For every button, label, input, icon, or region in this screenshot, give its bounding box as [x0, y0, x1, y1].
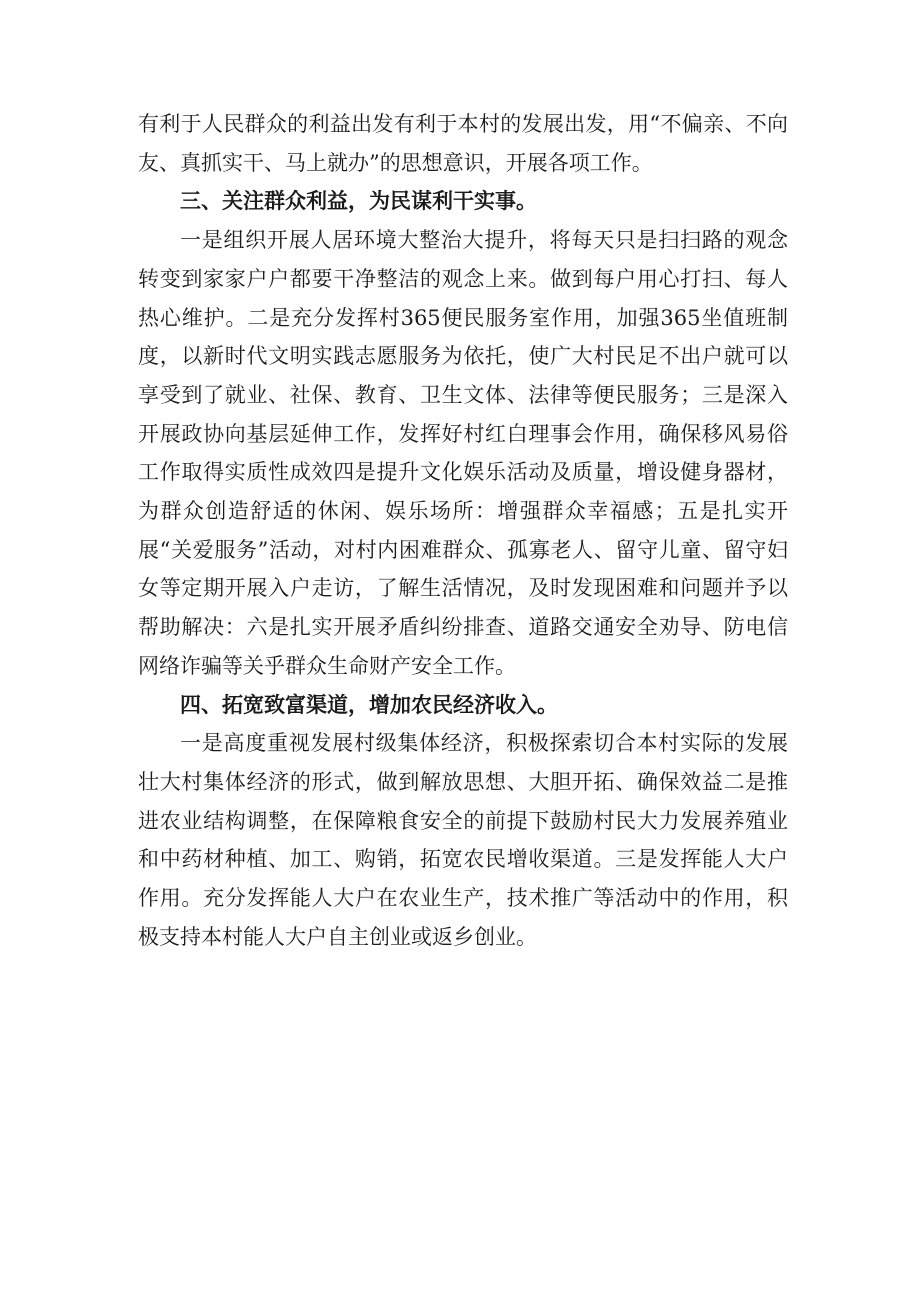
section-body-4: 一是高度重视发展村级集体经济，积极探索切合本村实际的发展壮大村集体经济的形式，做到解放思想、大胆开拓、确保效益二是推进农业结构调整，在保障粮食安全的前提下鼓励村民大力发展养殖业和中药材种植、加工、购销，拓宽农民增收渠道。三是发挥能人大户作用。充分发挥能人大户在农业生产，技术推广等活动中的作用，积极支持本村能人大户自主创业或返乡创业。	[138, 731, 788, 949]
section-body-3: 一是组织开展人居环境大整治大提升，将每天只是扫扫路的观念转变到家家户户都要干净整洁的观念上来。做到每户用心打扫、每人热心维护。二是充分发挥村365便民服务室作用，加强365坐值班制度，以新时代文明实践志愿服务为依托，使广大村民足不出户就可以享受到了就业、社保、教育、卫生文体、法律等便民服务；三是深入开展政协向基层延伸工作，发挥好村红白理事会作用，确保移风易俗工作取得实质性成效四是提升文化娱乐活动及质量，增设健身器材，为群众创造舒适的休闲、娱乐场所：增强群众幸福感；五是扎实开展“关爱服务”活动，对村内困难群众、孤寡老人、留守儿童、留守妇女等定期开展入户走访，了解生活情况，及时发现困难和问题并予以帮助解决：六是扎实开展矛盾纠纷排查、道路交通安全劝导、防电信网络诈骗等关乎群众生命财产安全工作。	[138, 228, 788, 678]
continuation-paragraph: 有利于人民群众的利益出发有利于本村的发展出发，用“不偏亲、不向友、真抓实干、马上就办”的思想意识，开展各项工作。	[138, 112, 788, 175]
document-page	[138, 105, 788, 956]
section-heading-4: 四、拓宽致富渠道，增加农民经济收入。	[180, 692, 558, 717]
section-heading-3: 三、关注群众利益，为民谋利干实事。	[180, 189, 537, 214]
